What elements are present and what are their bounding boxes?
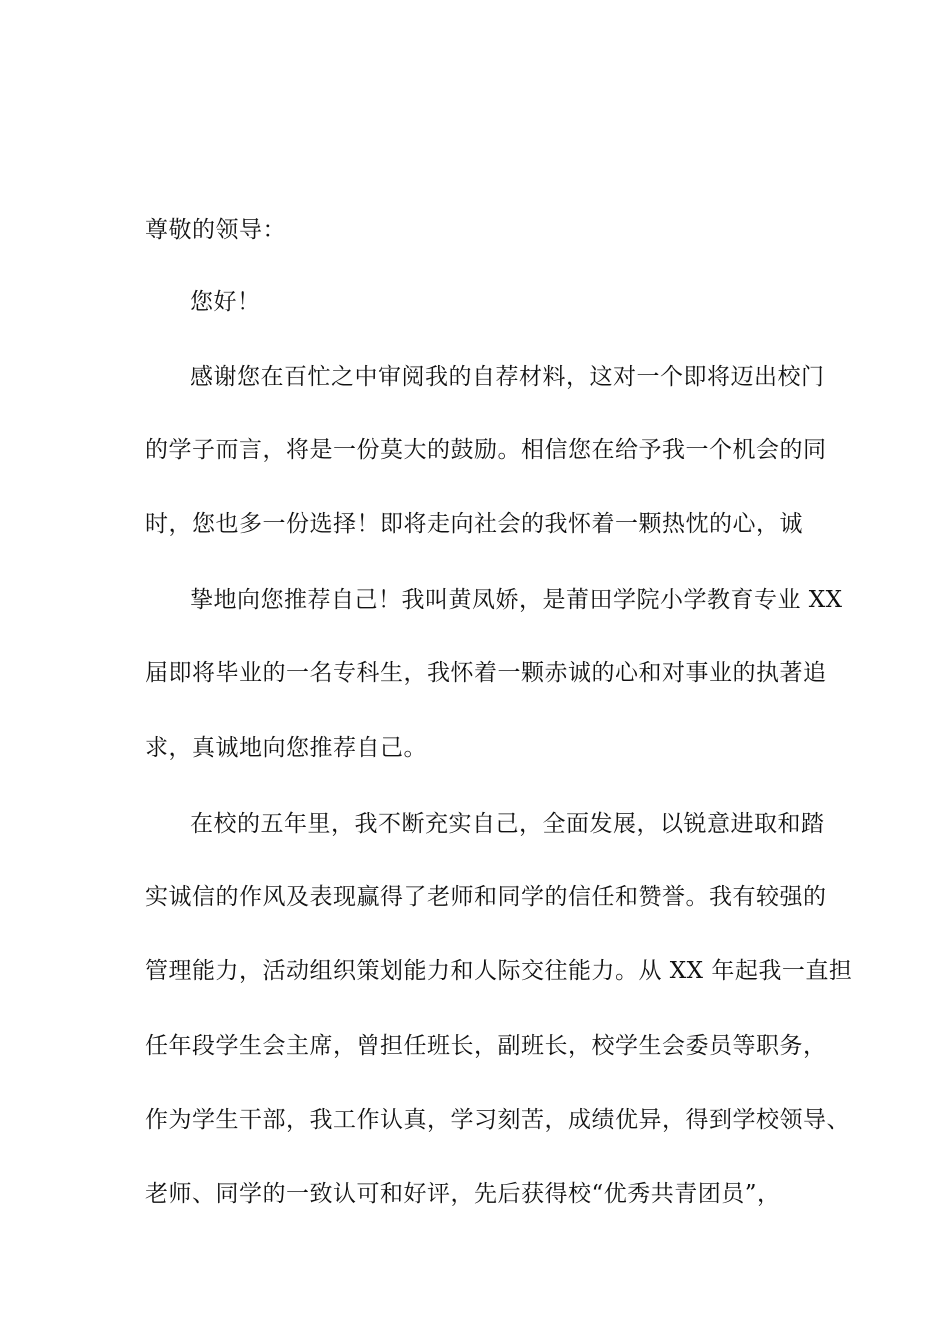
paragraph-line: 管理能力，活动组织策划能力和人际交往能力。从 XX 年起我一直担 — [145, 958, 853, 984]
paragraph-line: 老师、同学的一致认可和好评，先后获得校“优秀共青团员”， — [145, 1181, 781, 1207]
paragraph-line: 感谢您在百忙之中审阅我的自荐材料，这对一个即将迈出校门 — [190, 364, 825, 390]
paragraph-line: 挚地向您推荐自己！我叫黄凤娇，是莆田学院小学教育专业 XX — [190, 587, 843, 613]
paragraph-line: 作为学生干部，我工作认真，学习刻苦，成绩优异，得到学校领导、 — [145, 1107, 850, 1133]
paragraph-line: 求，真诚地向您推荐自己。 — [145, 735, 427, 761]
paragraph-line: 任年段学生会主席，曾担任班长，副班长，校学生会委员等职务， — [145, 1033, 827, 1059]
paragraph-line: 实诚信的作风及表现赢得了老师和同学的信任和赞誉。我有较强的 — [145, 884, 827, 910]
greeting: 您好！ — [190, 289, 261, 315]
paragraph-line: 时，您也多一份选择！即将走向社会的我怀着一颗热忱的心，诚 — [145, 511, 803, 537]
paragraph-line: 届即将毕业的一名专科生，我怀着一颗赤诚的心和对事业的执著追 — [145, 660, 827, 686]
salutation: 尊敬的领导： — [145, 217, 286, 243]
paragraph-line: 在校的五年里，我不断充实自己，全面发展，以锐意进取和踏 — [190, 811, 825, 837]
paragraph-line: 的学子而言，将是一份莫大的鼓励。相信您在给予我一个机会的同 — [145, 437, 827, 463]
